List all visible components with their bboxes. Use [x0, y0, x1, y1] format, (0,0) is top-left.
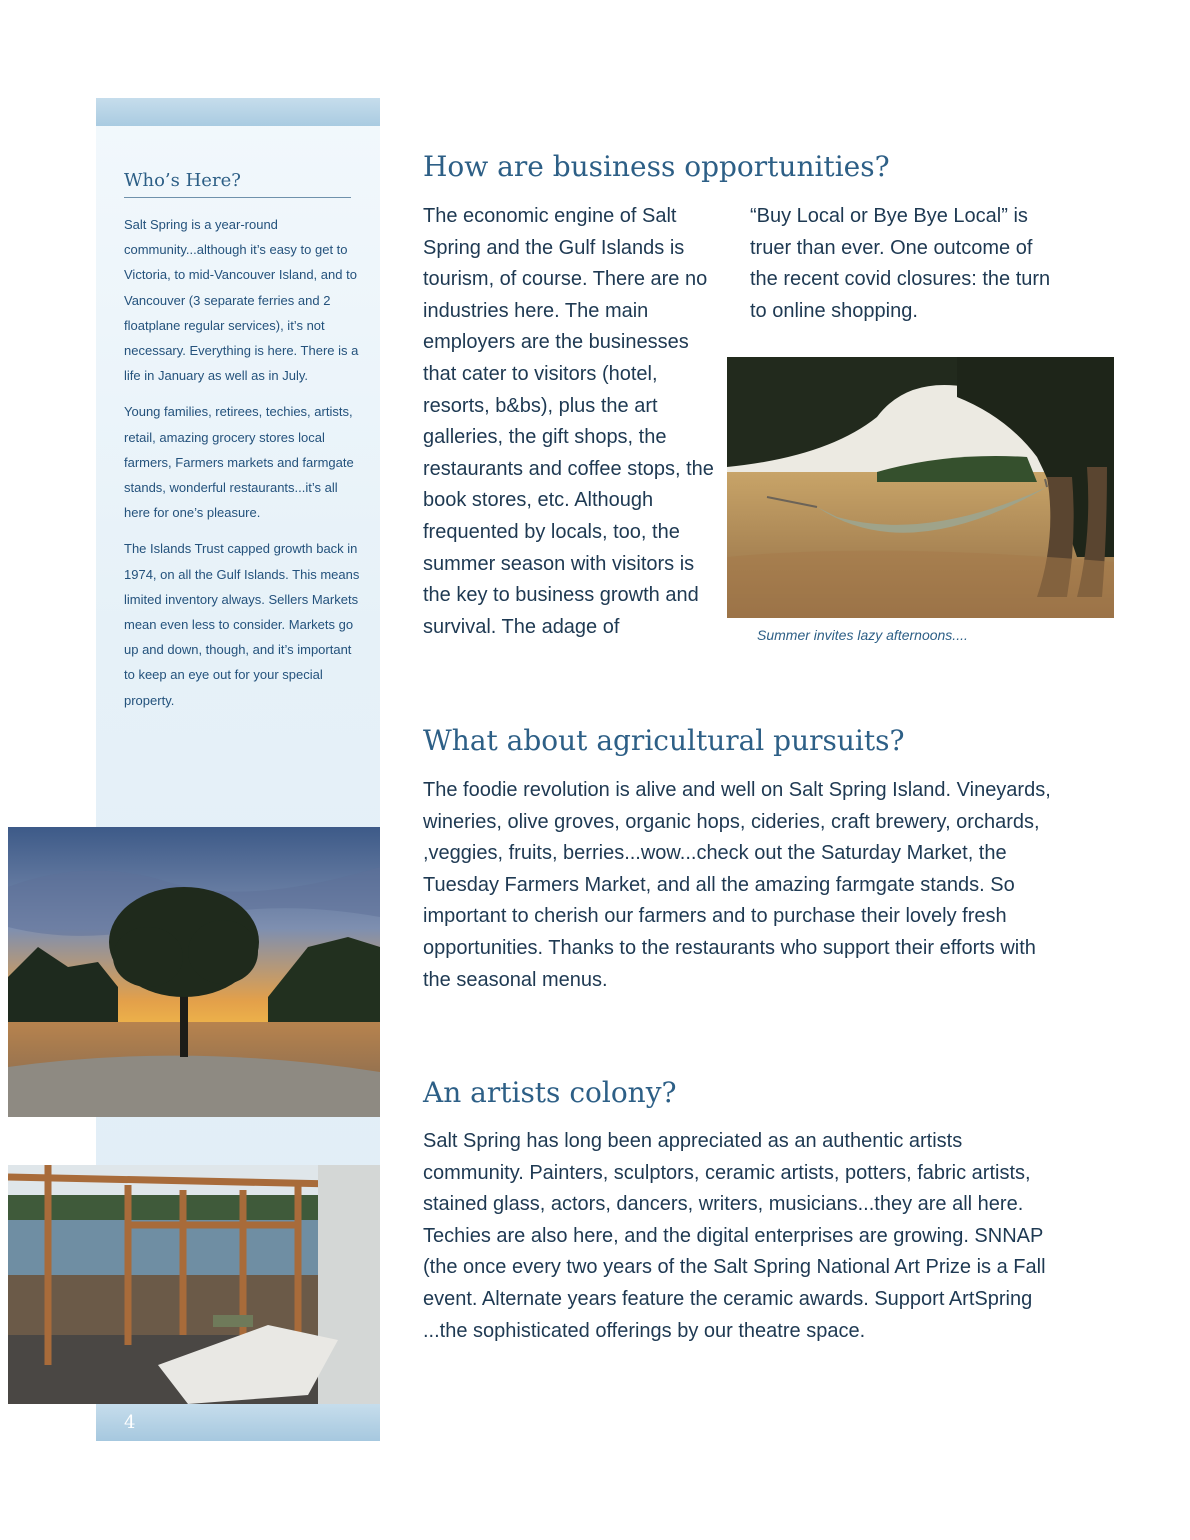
agriculture-body: [423, 775, 1063, 996]
sidebar-text: [124, 212, 360, 724]
sidebar-paragraph: Young families, retirees, techies, artists, retail, amazing grocery stores local farmers, Farmers markets and farmgate stands, wonderful restaurants...it’s all here for one’s pleasure.: [124, 404, 354, 521]
business-column-1-text: The economic engine of Salt Spring and the Gulf Islands is tourism, of course. There are no industries here. The main employers are the businesses that cater to visitors (hotel, resorts, b&bs), plus the art galleries, the gift shops, the restaurants and coffee stops, the book stores, etc. Although frequented by locals, too, the summer season with visitors is the key to business growth and survival. The adage of: [423, 205, 714, 638]
business-heading: How are business opportunities?: [423, 150, 890, 183]
artists-text: Salt Spring has long been appreciated as an authentic artists community. Painters, sculptors, ceramic artists, potters, fabric artists, stained glass, actors, dancers, writers, musicians...they are all here. Techies are also here, and the digital enterprises are growing. SNNAP (the once every two years of the Salt Spring National Art Prize is a Fall event. Alternate years feature the ceramic awards. Support ArtSpring ...the sophisticated offerings by our theatre space.: [423, 1130, 1046, 1342]
business-column-2-text: “Buy Local or Bye Bye Local” is truer than ever. One outcome of the recent covid closures: the turn to online shopping.: [750, 205, 1051, 322]
business-column-1: [423, 201, 723, 643]
page-number: 4: [124, 1412, 136, 1433]
sunroom-porch-photo: [8, 1165, 380, 1404]
sidebar-bottom-band: [96, 1404, 380, 1441]
artists-body: [423, 1126, 1063, 1347]
sidebar-heading: Who’s Here?: [124, 170, 351, 198]
agriculture-heading: What about agricultural pursuits?: [423, 724, 905, 757]
hammock-photo: [727, 357, 1114, 618]
sidebar-paragraph: The Islands Trust capped growth back in 1974, on all the Gulf Islands. This means limited inventory always. Sellers Markets mean even less to consider. Markets go up and down, though, and it’s important to keep an eye out for your special property.: [124, 541, 360, 708]
sidebar-top-band: [96, 98, 380, 126]
agriculture-text: The foodie revolution is alive and well on Salt Spring Island. Vineyards, wineries, olive groves, organic hops, cideries, craft brewery, orchards, ,veggies, fruits, berries...wow...check out the Saturday Market, the Tuesday Farmers Market, and all the amazing farmgate stands. So important to cherish our farmers and to purchase their lovely fresh opportunities. Thanks to the restaurants who support their efforts with the seasonal menus.: [423, 779, 1051, 991]
artists-heading: An artists colony?: [423, 1076, 677, 1109]
hammock-caption: Summer invites lazy afternoons....: [757, 627, 968, 643]
sunset-tree-photo: [8, 827, 380, 1117]
sidebar-paragraph: Salt Spring is a year-round community...although it’s easy to get to Victoria, to mid-Vancouver Island, and to Vancouver (3 separate ferries and 2 floatplane regular services), it’s not necessary. Everything is here. There is a life in January as well as in July.: [124, 217, 359, 384]
business-column-2: [750, 201, 1055, 327]
